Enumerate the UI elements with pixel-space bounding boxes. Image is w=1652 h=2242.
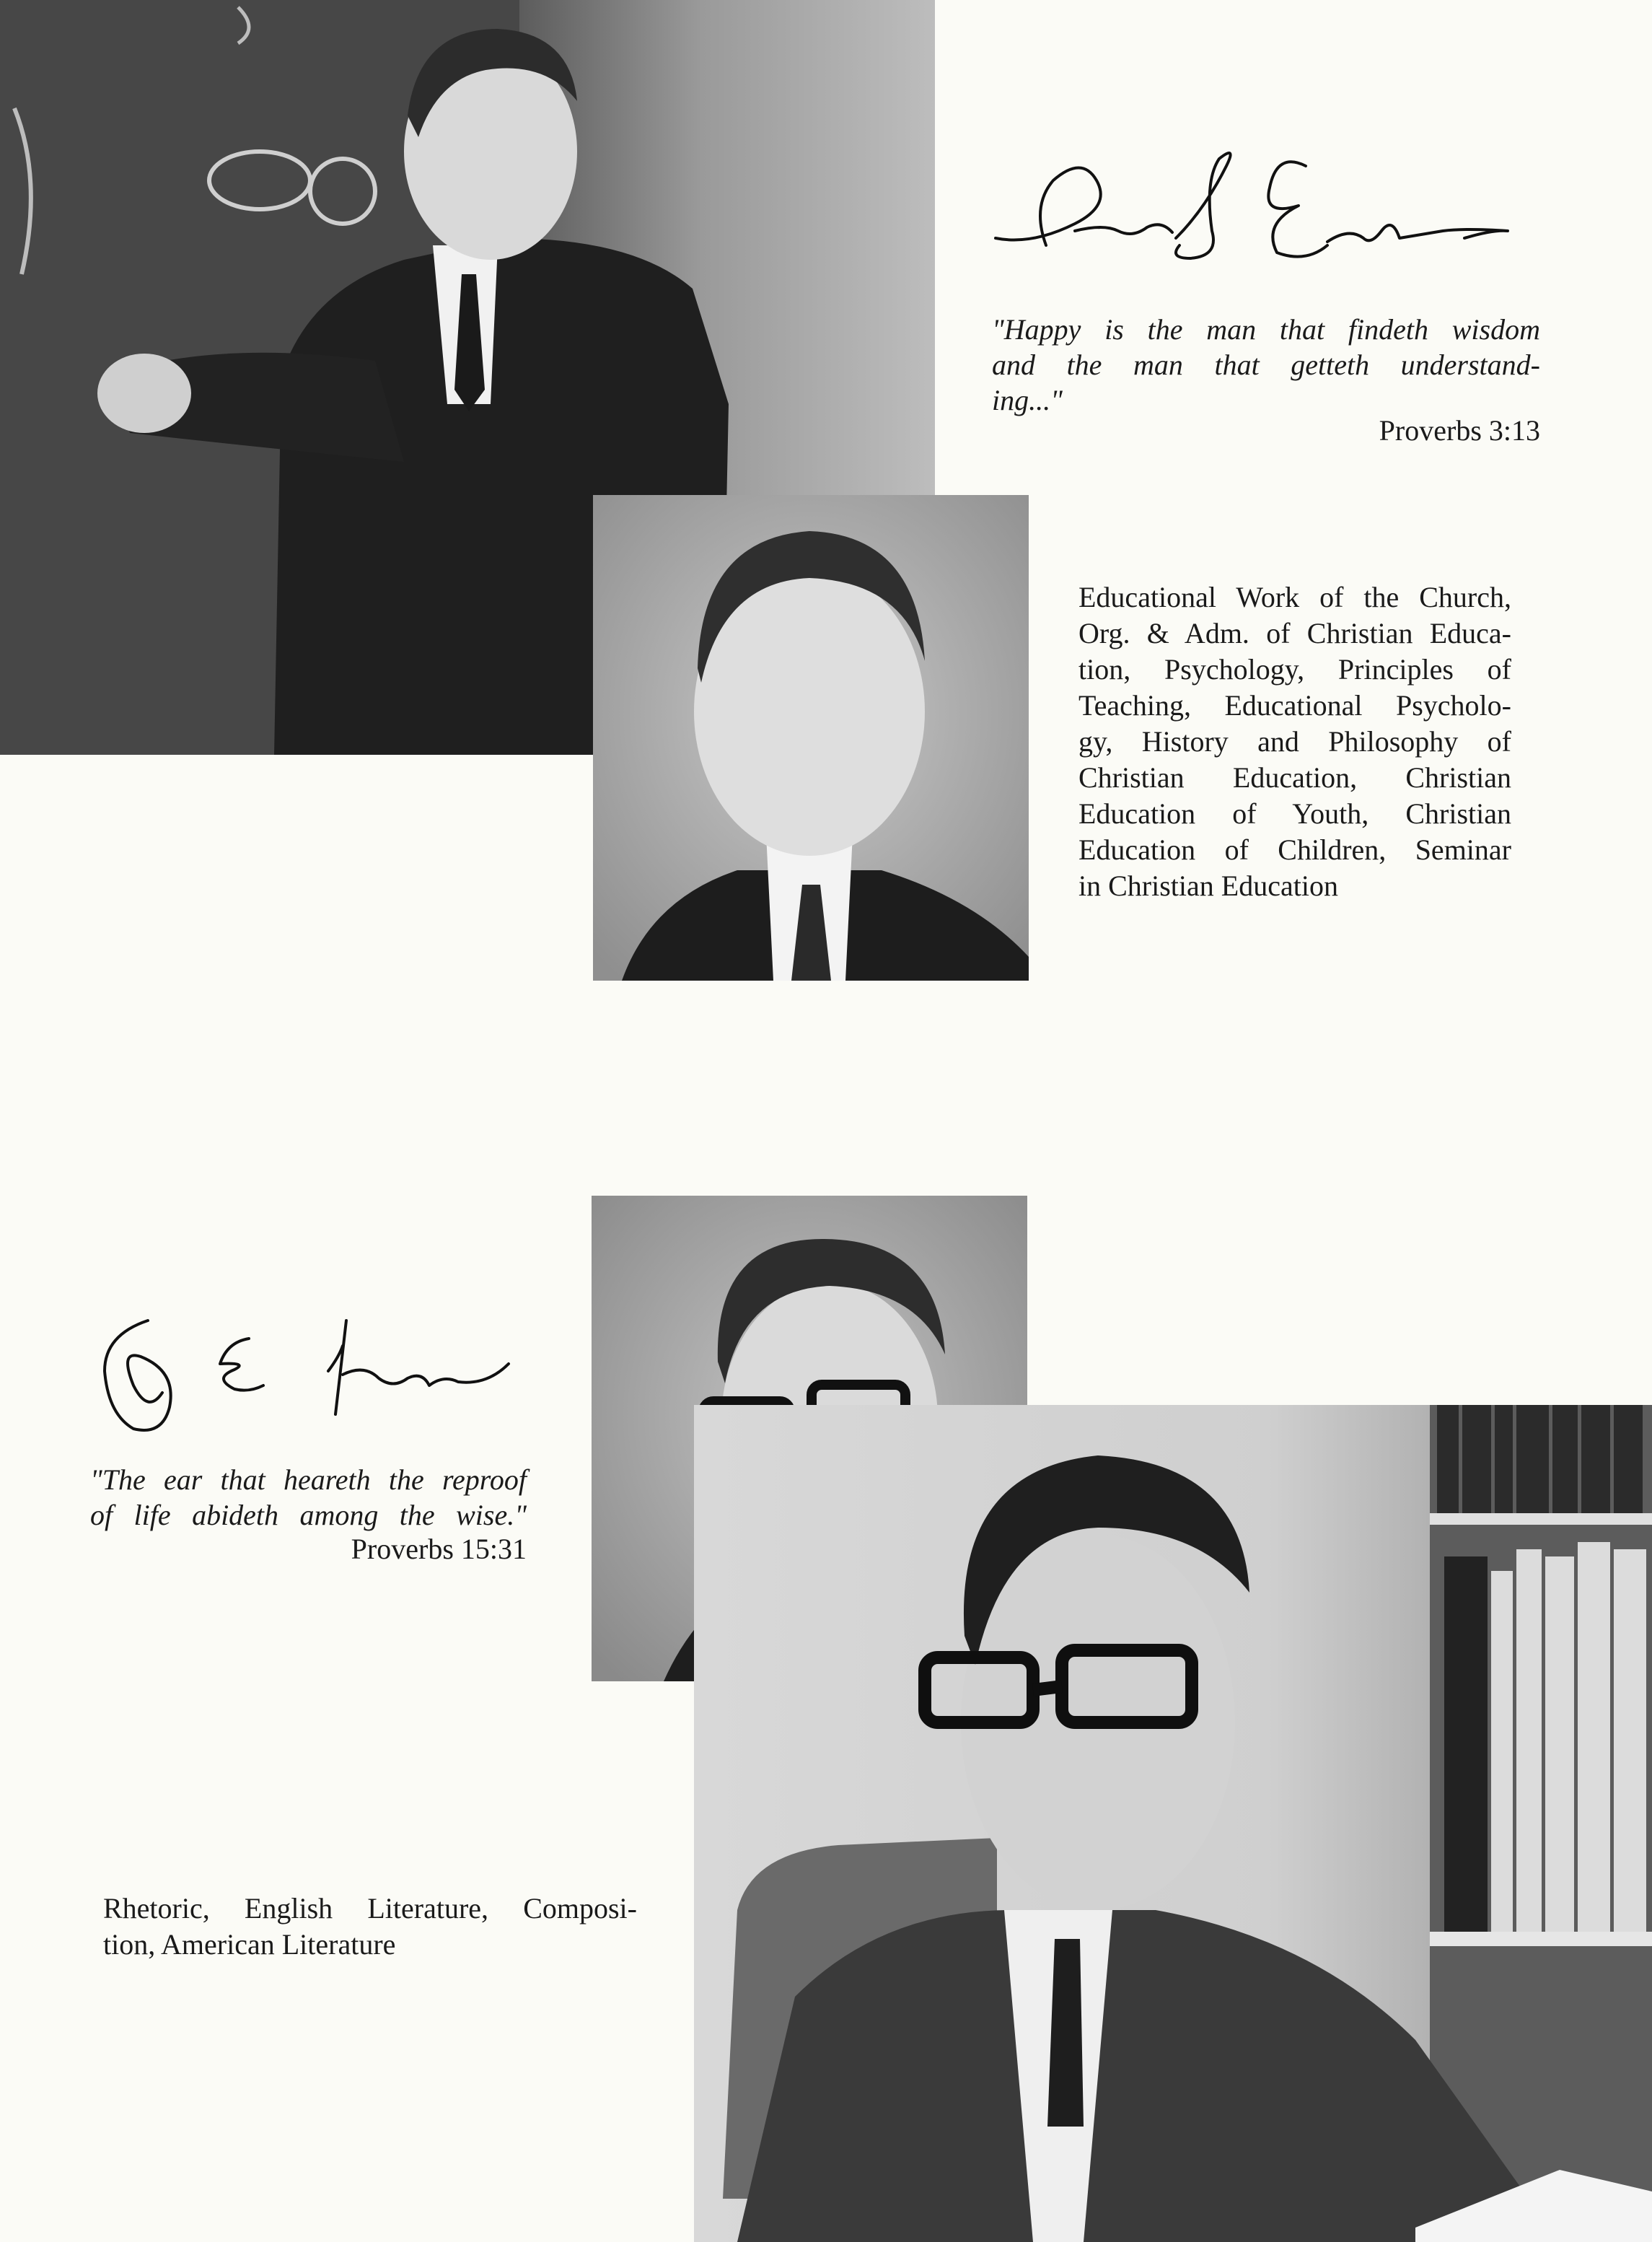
citation-proverbs-15-31: Proverbs 15:31 bbox=[351, 1533, 527, 1565]
course-line: tion, Psychology, Principles of bbox=[1078, 653, 1511, 686]
course-line: Educational Work of the Church, bbox=[1078, 581, 1511, 613]
course-line: Education of Youth, Christian bbox=[1078, 797, 1511, 830]
quote-line: and the man that getteth understand- bbox=[992, 349, 1540, 381]
quote-line: "Happy is the man that findeth wisdom bbox=[992, 313, 1540, 346]
quote-line: "The ear that heareth the reproof bbox=[90, 1463, 527, 1496]
quote-proverbs-15-31 bbox=[90, 1462, 527, 1533]
course-line: Education of Children, Seminar bbox=[1078, 833, 1511, 866]
course-line: Christian Education, Christian bbox=[1078, 761, 1511, 794]
course-line: Org. & Adm. of Christian Educa- bbox=[1078, 617, 1511, 649]
course-line: tion, American Literature bbox=[103, 1928, 396, 1961]
quote-line: ing..." bbox=[992, 384, 1063, 416]
course-line: gy, History and Philosophy of bbox=[1078, 725, 1511, 758]
photo-professor-at-desk bbox=[694, 1405, 1652, 2242]
course-line: Teaching, Educational Psycholo- bbox=[1078, 689, 1511, 722]
portrait-eastman bbox=[593, 495, 1029, 981]
course-line: Rhetoric, English Literature, Composi- bbox=[103, 1892, 637, 1924]
course-list-christian-education bbox=[1078, 579, 1511, 904]
quote-line: of life abideth among the wise." bbox=[90, 1499, 527, 1531]
citation-proverbs-3-13: Proverbs 3:13 bbox=[1379, 414, 1540, 447]
signature-hearn bbox=[90, 1306, 523, 1443]
quote-proverbs-3-13 bbox=[992, 312, 1540, 418]
course-list-english bbox=[103, 1891, 637, 1963]
signature-eastman bbox=[988, 137, 1529, 267]
course-line: in Christian Education bbox=[1078, 870, 1338, 902]
